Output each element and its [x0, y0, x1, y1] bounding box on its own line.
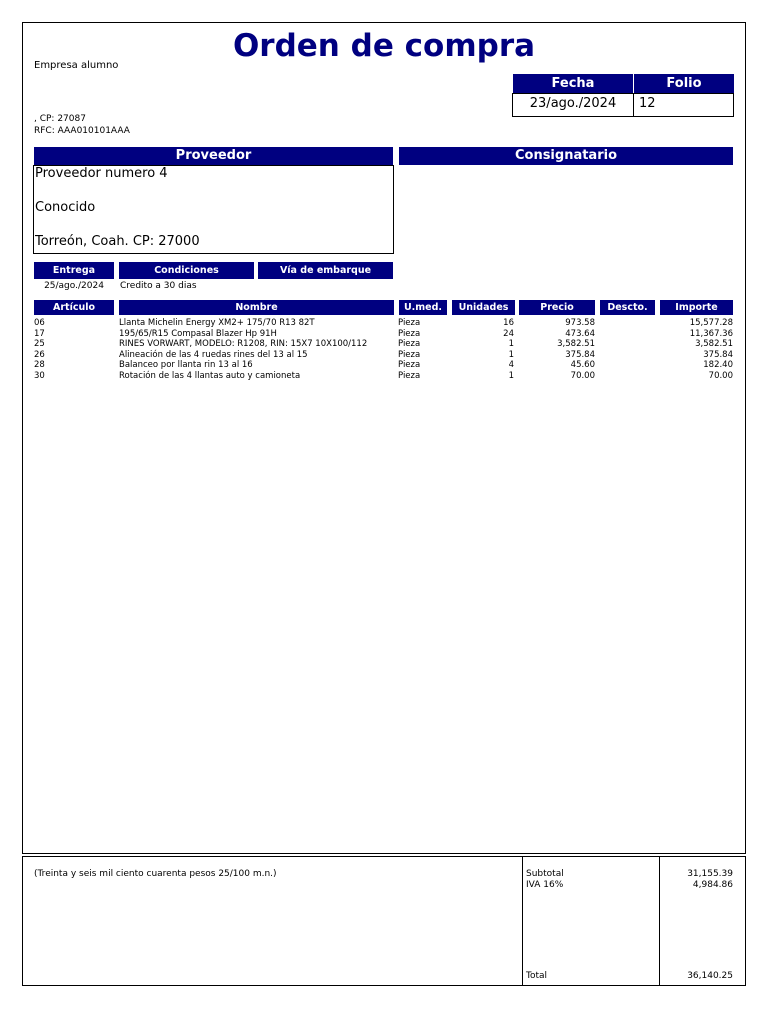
- total-value: 36,140.25: [687, 971, 733, 981]
- cell-importe: 375.84: [703, 349, 733, 360]
- entrega-header: Entrega: [34, 262, 114, 279]
- proveedor-name: Proveedor numero 4: [35, 166, 168, 181]
- company-name: Empresa alumno: [34, 60, 119, 71]
- fecha-value: 23/ago./2024: [529, 96, 617, 111]
- page-title: Orden de compra: [232, 28, 536, 64]
- table-row: [34, 329, 734, 339]
- total-label: Total: [526, 971, 548, 981]
- table-row: [34, 360, 734, 370]
- consignatario-header: Consignatario: [399, 147, 733, 165]
- company-rfc: RFC: AAA010101AAA: [34, 126, 130, 136]
- cell-nombre: 195/65/R15 Compasal Blazer Hp 91H: [119, 328, 277, 339]
- cell-precio: 473.64: [565, 328, 595, 339]
- proveedor-city: Torreón, Coah. CP: 27000: [35, 234, 200, 249]
- cell-importe: 182.40: [703, 360, 733, 370]
- table-row: [34, 339, 734, 349]
- cell-unidades: 24: [503, 328, 514, 339]
- iva-value: 4,984.86: [692, 880, 733, 890]
- cell-unidades: 1: [508, 370, 514, 381]
- cell-nombre: Balanceo por llanta rin 13 al 16: [119, 360, 253, 370]
- cell-precio: 45.60: [570, 360, 595, 370]
- cell-umed: Pieza: [398, 328, 421, 339]
- col-articulo: Artículo: [34, 300, 114, 315]
- table-row: [34, 318, 734, 328]
- condiciones-header: Condiciones: [119, 262, 254, 279]
- table-row: [34, 350, 734, 360]
- amount-in-words: (Treinta y seis mil ciento cuarenta pesos 25/100 m.n.): [34, 869, 277, 879]
- via-embarque-header: Vía de embarque: [258, 262, 393, 279]
- subtotal-label: Subtotal: [526, 869, 564, 879]
- cell-importe: 15,577.28: [689, 318, 733, 328]
- cell-precio: 3,582.51: [557, 339, 595, 349]
- cell-importe: 70.00: [708, 370, 733, 381]
- cell-umed: Pieza: [398, 318, 421, 328]
- cell-nombre: Rotación de las 4 llantas auto y camioneta: [119, 370, 301, 381]
- cell-precio: 375.84: [565, 349, 595, 360]
- proveedor-header: Proveedor: [34, 147, 393, 165]
- cell-nombre: RINES VORWART, MODELO: R1208, RIN: 15X7 10X100/112: [119, 339, 368, 349]
- cell-articulo: 30: [34, 370, 45, 381]
- cell-nombre: Llanta Michelin Energy XM2+ 175/70 R13 82T: [119, 318, 315, 328]
- col-umed: U.med.: [399, 300, 447, 315]
- cell-nombre: Alineación de las 4 ruedas rines del 13 al 15: [119, 349, 308, 360]
- cell-umed: Pieza: [398, 349, 421, 360]
- col-importe: Importe: [660, 300, 733, 315]
- subtotal-value: 31,155.39: [687, 869, 733, 879]
- cell-articulo: 28: [34, 360, 45, 370]
- cell-unidades: 4: [508, 360, 514, 370]
- iva-label: IVA 16%: [526, 880, 564, 890]
- cell-importe: 11,367.36: [689, 328, 733, 339]
- cell-umed: Pieza: [398, 339, 421, 349]
- cell-umed: Pieza: [398, 360, 421, 370]
- proveedor-line2: Conocido: [35, 200, 96, 215]
- cell-unidades: 1: [508, 349, 514, 360]
- col-nombre: Nombre: [119, 300, 394, 315]
- cell-articulo: 17: [34, 328, 45, 339]
- cell-precio: 973.58: [565, 318, 595, 328]
- condiciones-value: Credito a 30 dias: [120, 281, 197, 291]
- cell-importe: 3,582.51: [695, 339, 733, 349]
- col-precio: Precio: [519, 300, 595, 315]
- cell-articulo: 26: [34, 349, 45, 360]
- cell-articulo: 06: [34, 318, 45, 328]
- folio-header: Folio: [634, 74, 734, 93]
- cell-unidades: 1: [508, 339, 514, 349]
- footer-divider-left: [522, 856, 523, 986]
- company-address: , CP: 27087: [34, 114, 86, 124]
- entrega-value: 25/ago./2024: [44, 281, 104, 291]
- folio-value: 12: [639, 96, 656, 111]
- fecha-header: Fecha: [513, 74, 633, 93]
- col-unidades: Unidades: [452, 300, 515, 315]
- cell-unidades: 16: [503, 318, 514, 328]
- cell-umed: Pieza: [398, 370, 421, 381]
- cell-articulo: 25: [34, 339, 45, 349]
- table-row: [34, 371, 734, 381]
- cell-precio: 70.00: [570, 370, 595, 381]
- col-descto: Descto.: [600, 300, 655, 315]
